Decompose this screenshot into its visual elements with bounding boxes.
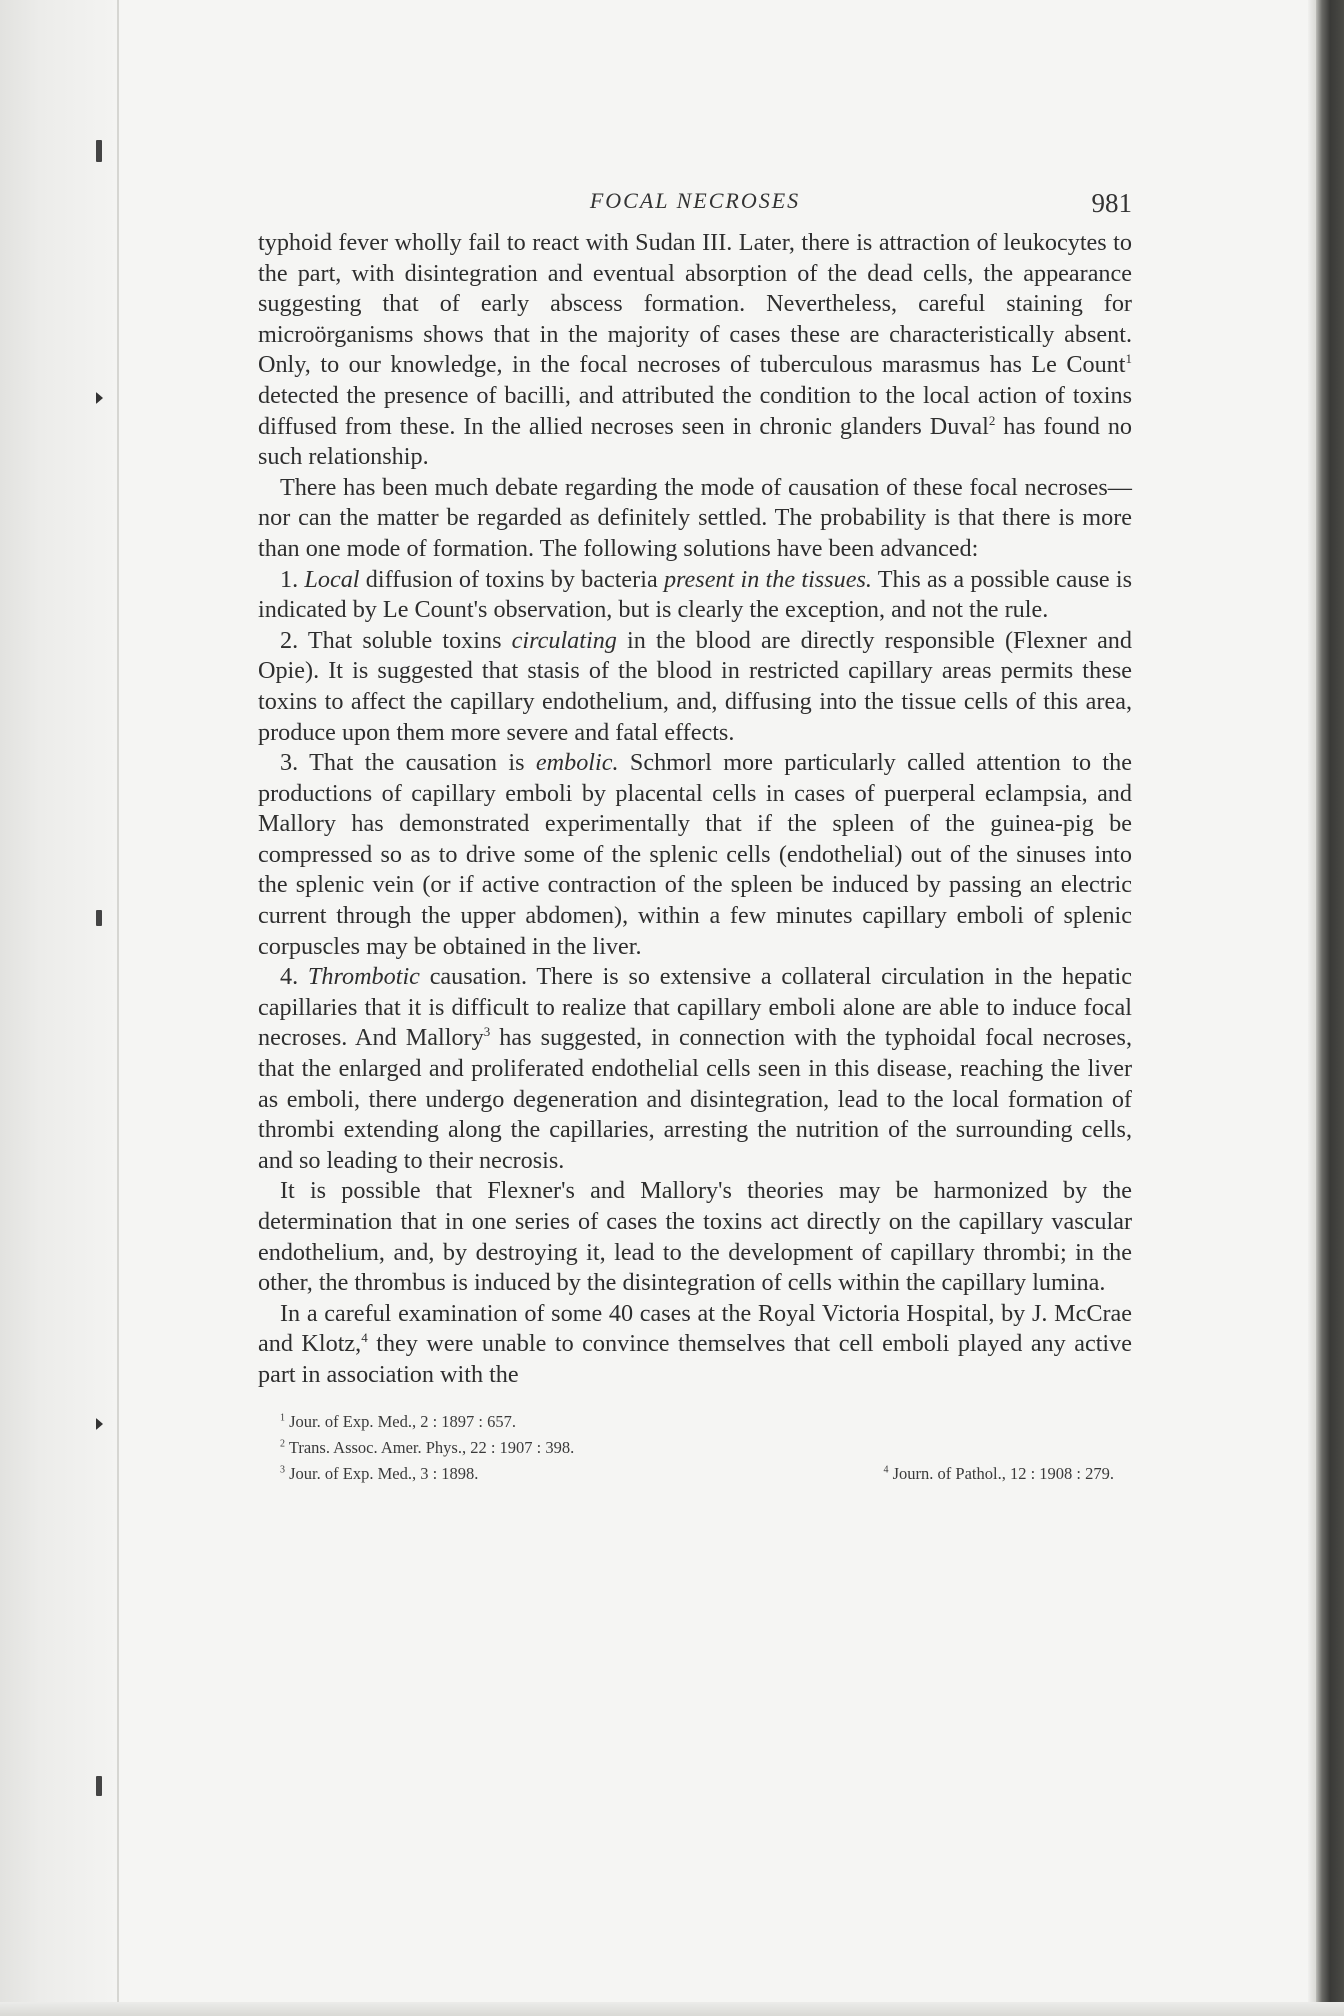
paragraph: 4. Thrombotic causation. There is so extensive a collateral circulation in the hepatic capillaries that it is difficult to realize that capillary emboli alone are able to induce focal necroses. And Mallory$^3$ has suggested, in connection with the typhoidal focal necroses, that the enlarged and proliferated endothelial cells seen in this disease, reaching the liver as emboli, there undergo degeneration and disintegration, lead to the local formation of thrombi extending along the capillaries, arresting the nutrition of the surrounding cells, and so leading to their necrosis. xyxy=(258,963,1133,1174)
page-number: 981 xyxy=(1091,188,1132,218)
footnote-number: 3 xyxy=(280,1464,285,1476)
footnote-row xyxy=(280,1461,1132,1487)
paragraph: There has been much debate regarding the mode of causation of these focal necroses—nor can the matter be regarded as definitely settled. The probability is that there is more than one mode of formation. The following solutions have been advanced: xyxy=(258,473,1132,562)
footnote xyxy=(280,1409,516,1435)
body-text xyxy=(258,228,1132,1391)
italic-text: Local xyxy=(304,565,360,593)
paragraph: 3. That the causation is embolic. Schmorl more particularly called attention to the productions of capillary emboli by placental cells in cases of puerperal eclampsia, and Mallory has demonstrated experimentally that if the spleen of the guinea-pig be compressed so as to drive some of the splenic cells (endothelial) out of the sinuses into the splenic vein (or if active contraction of the spleen be induced by passing an electric current through the upper abdomen), within a few minutes capillary emboli of splenic corpuscles may be obtained in the liver. xyxy=(258,749,1132,960)
margin-mark xyxy=(96,1776,102,1796)
paragraph: 1. Local diffusion of toxins by bacteria present in the tissues. This as a possible cause is indicated by Le Count's observation, but is clearly the exception, and not the rule. xyxy=(258,565,1133,624)
margin-mark xyxy=(96,910,102,926)
book-cover-edge xyxy=(1316,0,1344,2016)
footnote-reference: 4 xyxy=(361,1330,368,1346)
footnotes xyxy=(258,1409,1132,1487)
footnote-text: Jour. of Exp. Med., 2 : 1897 : 657. xyxy=(289,1411,516,1431)
paragraph: typhoid fever wholly fail to react with Sudan III. Later, there is attraction of leukocytes to the part, with disintegration and eventual absorption of the dead cells, the appearance suggesting that of early abscess formation. Nevertheless, careful staining for microörganisms shows that in the majority of cases these are characteristically absent. Only, to our knowledge, in the focal necroses of tuberculous marasmus has Le Count$^1$ detected the presence of bacilli, and attributed the condition to the local action of toxins diffused from these. In the allied necroses seen in chronic glanders Duval$^2$ has found no such relationship. xyxy=(258,229,1133,471)
italic-text: Thrombotic xyxy=(307,963,420,991)
footnote-row xyxy=(280,1435,1132,1461)
margin-mark xyxy=(96,140,102,162)
footnote-reference: 1 xyxy=(1125,351,1132,367)
footnote-text: Trans. Assoc. Amer. Phys., 22 : 1907 : 398. xyxy=(288,1437,575,1457)
page-content xyxy=(258,188,1132,1487)
footnote-text: Journ. of Pathol., 12 : 1908 : 279. xyxy=(892,1463,1114,1483)
paragraph: In a careful examination of some 40 cases at the Royal Victoria Hospital, by J. McCrae and Klotz,$^4$ they were unable to convince themselves that cell emboli played any active part in association with the xyxy=(258,1299,1132,1388)
margin-arrow-mark xyxy=(96,1418,103,1430)
running-head xyxy=(258,188,1132,228)
italic-text: circulating xyxy=(511,626,617,654)
italic-text: present in the tissues. xyxy=(663,565,872,593)
gutter-fold-line xyxy=(117,0,119,2016)
page-edge-shadow xyxy=(1308,0,1316,2016)
footnote xyxy=(884,1461,1133,1487)
footnote-reference: 2 xyxy=(988,412,996,428)
binding-gutter xyxy=(0,0,120,2016)
footnote-number: 4 xyxy=(883,1464,889,1476)
paragraph: It is possible that Flexner's and Mallory's theories may be harmonized by the determination that in one series of cases the toxins act directly on the capillary vascular endothelium, and, by destroying it, lead to the development of capillary thrombi; in the other, the thrombus is induced by the disintegration of cells within the capillary lumina. xyxy=(258,1177,1132,1297)
paragraph: 2. That soluble toxins circulating in the blood are directly responsible (Flexner and Opie). It is suggested that stasis of the blood in restricted capillary areas permits these toxins to affect the capillary endothelium, and, diffusing into the tissue cells of this area, produce upon them more severe and fatal effects. xyxy=(258,626,1132,746)
margin-arrow-mark xyxy=(96,392,103,404)
footnote-row xyxy=(280,1409,1132,1435)
footnote-number: 2 xyxy=(280,1438,285,1450)
footnote xyxy=(280,1461,478,1487)
footnote-reference: 3 xyxy=(483,1024,491,1040)
footnote xyxy=(280,1435,574,1461)
italic-text: embolic. xyxy=(535,749,619,777)
footnote-number: 1 xyxy=(280,1412,285,1424)
page-bottom-edge xyxy=(0,2002,1344,2016)
running-title: FOCAL NECROSES xyxy=(589,188,801,213)
footnote-text: Jour. of Exp. Med., 3 : 1898. xyxy=(289,1463,479,1483)
